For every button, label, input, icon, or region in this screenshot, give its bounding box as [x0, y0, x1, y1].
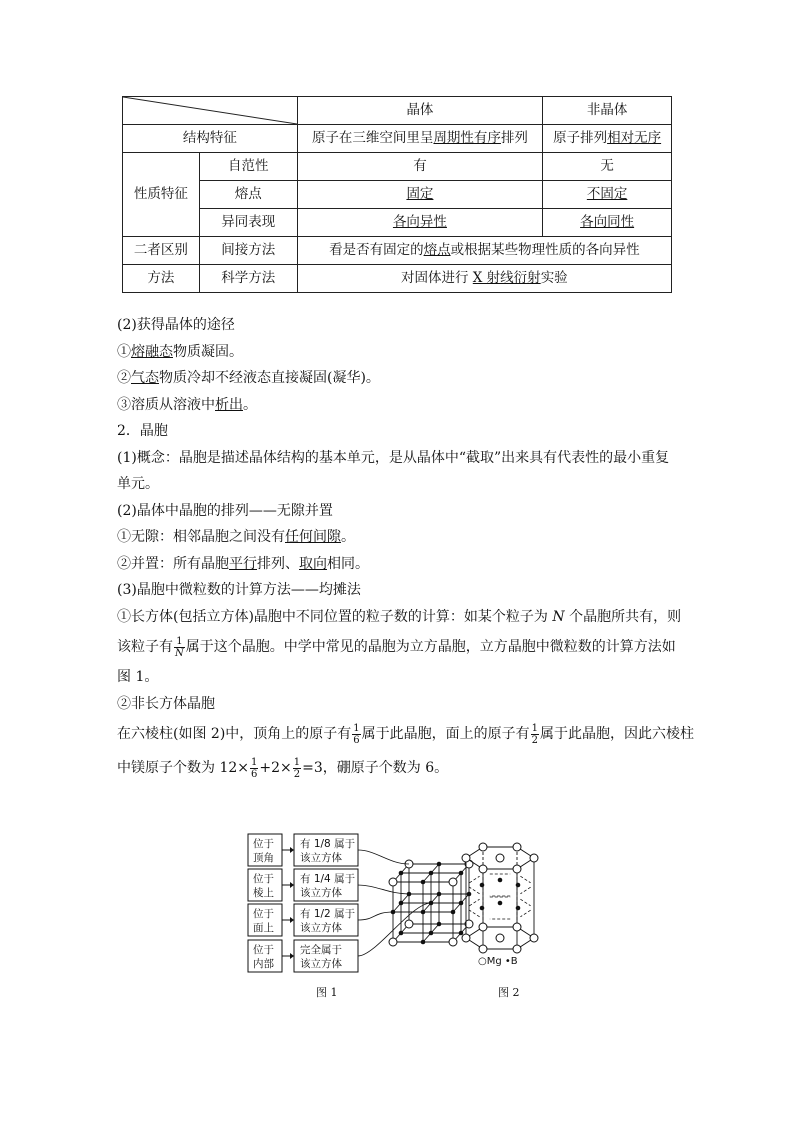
position-label: 位于 — [253, 908, 274, 920]
boron-bond — [520, 887, 530, 894]
corner-atom — [405, 920, 413, 928]
table-row — [123, 265, 672, 293]
share-label: 完全属于 — [300, 944, 342, 956]
magnesium-atom — [462, 934, 470, 942]
position-label: 棱上 — [253, 887, 274, 899]
header-amorphous: 非晶体 — [543, 97, 672, 125]
leader-line — [358, 912, 393, 920]
fraction: $\frac{1}{2}$ — [531, 722, 539, 746]
corner-atom — [389, 938, 397, 946]
arrow-head — [290, 917, 294, 923]
boron-atom — [480, 883, 485, 888]
boron-bond — [520, 899, 530, 906]
group-label: 方法 — [123, 265, 200, 293]
boron-atom — [498, 878, 503, 883]
inner-atom — [437, 862, 442, 867]
inner-atom — [467, 892, 472, 897]
figure-1-caption: 图 1 — [316, 986, 338, 999]
row-label: 熔点 — [199, 181, 297, 209]
fraction: $\frac{1}{N}$ — [175, 635, 184, 659]
inner-atom — [437, 892, 442, 897]
magnesium-atom — [479, 945, 487, 953]
table-cell: 不固定 — [543, 181, 672, 209]
table-cell: 无 — [543, 153, 672, 181]
list-item: ②并置：所有晶胞平行排列、取向相同。 — [117, 555, 369, 572]
figure-2-legend: ○Mg •B — [478, 956, 518, 967]
table-cell: 固定 — [297, 181, 543, 209]
table-cell: 各向异性 — [297, 209, 543, 237]
corner-atom — [449, 878, 457, 886]
magnesium-atom — [530, 934, 538, 942]
header-crystal: 晶体 — [297, 97, 543, 125]
magnesium-atom — [513, 843, 521, 851]
inner-atom — [421, 940, 426, 945]
magnesium-atom — [513, 945, 521, 953]
inner-atom — [437, 922, 442, 927]
row-label: 结构特征 — [123, 125, 298, 153]
row-label: 间接方法 — [199, 237, 297, 265]
magnesium-atom — [513, 923, 521, 931]
magnesium-atom — [496, 934, 504, 942]
magnesium-atom — [462, 854, 470, 862]
magnesium-atom — [513, 865, 521, 873]
list-item: ①无隙：相邻晶胞之间没有任何间隙。 — [117, 529, 355, 545]
paragraph-line: 该粒子有 $\frac{1}{N}$ 属于这个晶胞。中学中常见的晶胞为立方晶胞，立方晶胞中微粒数的计算方法如 — [117, 635, 676, 659]
inner-atom — [459, 901, 464, 906]
list-item: ②气态物质冷却不经液态直接凝固(凝华)。 — [117, 370, 380, 386]
paragraph-line: (1)概念：晶胞是描述晶体结构的基本单元，是从晶体中“截取”出来具有代表性的最小重复 — [117, 449, 670, 466]
inner-atom — [399, 931, 404, 936]
share-label: 该立方体 — [300, 852, 342, 864]
boron-bond — [469, 876, 479, 883]
paragraph-line: 在六棱柱(如图 2)中，顶角上的原子有 $\frac{1}{6}$ 属于此晶胞，面上的原子有 $\frac{1}{2}$ 属于此晶胞，因此六棱柱 — [117, 722, 695, 746]
leader-line — [358, 850, 409, 864]
position-label: 位于 — [253, 838, 274, 850]
position-label: 内部 — [253, 958, 274, 970]
magnesium-atom — [496, 854, 504, 862]
table-cell: 原子排列相对无序 — [543, 125, 672, 153]
fraction: $\frac{1}{6}$ — [251, 756, 258, 780]
table-row — [123, 97, 672, 125]
inner-atom — [459, 871, 464, 876]
position-label: 面上 — [253, 922, 274, 934]
boron-atom — [498, 901, 503, 906]
group-label: 二者区别 — [123, 237, 200, 265]
arrow-head — [290, 953, 294, 959]
corner-atom — [449, 938, 457, 946]
diagonal-header-cell — [123, 97, 298, 125]
corner-atom — [389, 878, 397, 886]
arrow-head — [290, 882, 294, 888]
row-label: 科学方法 — [199, 265, 297, 293]
section-title: (2)获得晶体的途径 — [117, 317, 235, 333]
magnesium-atom — [479, 923, 487, 931]
inner-atom — [429, 871, 434, 876]
table-row — [123, 209, 672, 237]
share-label: 有 1/4 属于 — [300, 873, 356, 885]
table-cell: 对固体进行 X 射线衍射实验 — [297, 265, 671, 293]
share-label: 该立方体 — [300, 887, 342, 899]
fraction: $\frac{1}{6}$ — [353, 722, 360, 746]
magnesium-atom — [479, 865, 487, 873]
list-item: ①熔融态物质凝固。 — [117, 343, 243, 360]
inner-atom — [421, 880, 426, 885]
table-row — [123, 153, 672, 181]
section-title: (2)晶体中晶胞的排列——无隙并置 — [117, 502, 333, 519]
crystal-comparison-table — [122, 96, 672, 293]
figures — [246, 828, 576, 1003]
group-label: 性质特征 — [123, 153, 200, 237]
diagonal-line — [123, 97, 297, 124]
inner-atom — [399, 871, 404, 876]
magnesium-atom — [530, 854, 538, 862]
boron-bond — [469, 910, 479, 917]
inner-atom — [399, 901, 404, 906]
position-label: 位于 — [253, 944, 274, 956]
list-item: ③溶质从溶液中析出。 — [117, 396, 257, 413]
figure-2-caption: 图 2 — [498, 986, 520, 999]
crystal-cell-diagrams — [246, 828, 576, 1003]
paragraph-line: 中镁原子个数为 12× $\frac{1}{6}$ +2× $\frac{1}{2}$ =3，硼原子个数为 6。 — [117, 756, 449, 780]
boron-atom — [516, 906, 521, 911]
inner-atom — [421, 910, 426, 915]
inner-atom — [459, 931, 464, 936]
boron-atom — [516, 883, 521, 888]
table-cell: 看是否有固定的熔点或根据某些物理性质的各向异性 — [297, 237, 671, 265]
section-heading: 2．晶胞 — [117, 423, 168, 439]
arrow-head — [290, 847, 294, 853]
magnesium-atom — [479, 843, 487, 851]
table-row — [123, 181, 672, 209]
table-cell: 各向同性 — [543, 209, 672, 237]
share-label: 该立方体 — [300, 958, 342, 970]
table-cell: 有 — [297, 153, 543, 181]
share-label: 有 1/8 属于 — [300, 838, 356, 850]
boron-bond — [469, 899, 479, 906]
boron-bond — [520, 876, 530, 883]
paragraph-line: ①长方体(包括立方体)晶胞中不同位置的粒子数的计算：如某个粒子为 N 个晶胞所共有，则 — [117, 608, 682, 625]
share-label: 该立方体 — [300, 922, 342, 934]
share-label: 有 1/2 属于 — [300, 908, 356, 920]
body-text — [117, 312, 695, 785]
position-label: 顶角 — [253, 852, 274, 864]
row-label: 自范性 — [199, 153, 297, 181]
paragraph-line: 单元。 — [117, 476, 159, 492]
section-title: ②非长方体晶胞 — [117, 695, 215, 712]
table-row — [123, 237, 672, 265]
inner-atom — [451, 910, 456, 915]
boron-bond — [520, 910, 530, 917]
position-label: 位于 — [253, 873, 274, 885]
paragraph-line: 图 1。 — [117, 669, 159, 685]
inner-atom — [429, 931, 434, 936]
fraction: $\frac{1}{2}$ — [293, 756, 301, 780]
section-title: (3)晶胞中微粒数的计算方法——均摊法 — [117, 582, 361, 598]
table-cell: 原子在三维空间里呈周期性有序排列 — [297, 125, 543, 153]
table-row — [123, 125, 672, 153]
boron-atom — [480, 906, 485, 911]
row-label: 异同表现 — [199, 209, 297, 237]
